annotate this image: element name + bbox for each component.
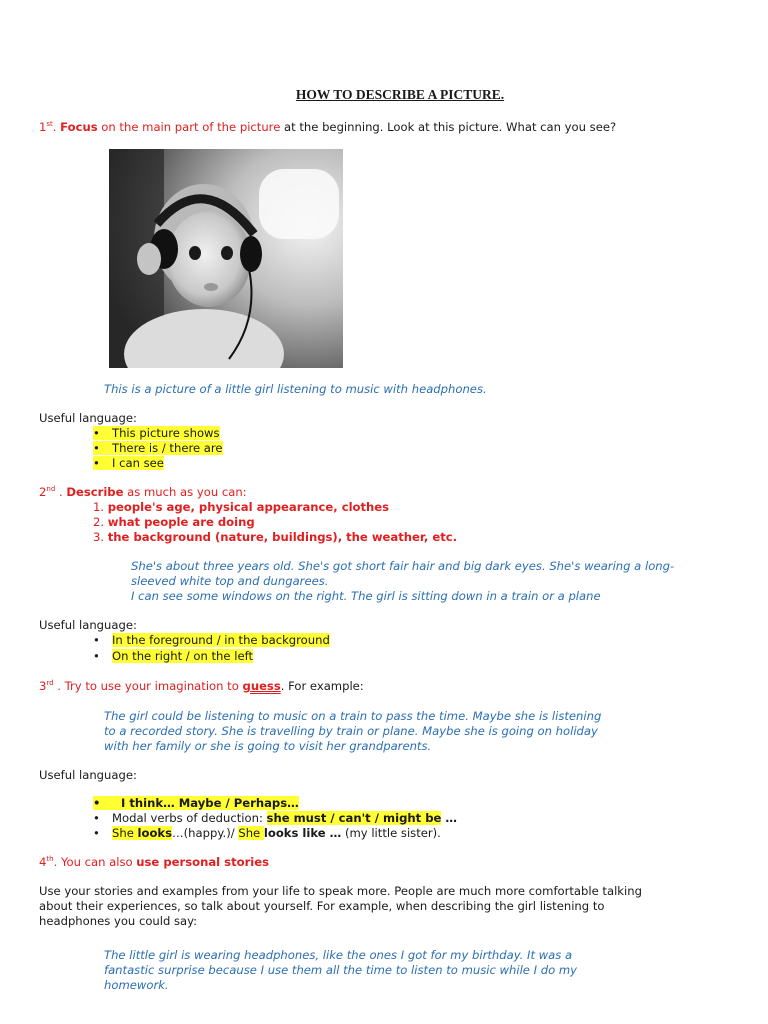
- step-4-heading: [39, 855, 269, 869]
- list-item-text: Modal verbs of deduction:: [112, 811, 267, 825]
- step-2-list: [93, 500, 457, 545]
- list-item: [93, 441, 223, 455]
- list-item: [93, 426, 220, 440]
- list-item: [93, 456, 164, 470]
- useful-language-list-3: [93, 796, 457, 841]
- step-3-ordinal: rd: [46, 679, 54, 688]
- girl-with-headphones-photo: [109, 149, 343, 368]
- useful-language-list-2: [93, 632, 330, 664]
- step-4-separator: .: [53, 855, 61, 869]
- list-item-text: what people are doing: [107, 515, 255, 529]
- example-line: homework.: [104, 977, 169, 992]
- step-4-keyword: use personal stories: [136, 855, 270, 869]
- list-item-text: [93, 796, 299, 810]
- list-number: 1.: [93, 500, 108, 514]
- list-number: 3.: [93, 530, 108, 544]
- list-item-text: …(happy.)/: [172, 826, 239, 840]
- paragraph-line: about their experiences, so talk about yourself. For example, when describing the girl listening to: [39, 898, 605, 913]
- step-1-separator: .: [52, 120, 61, 134]
- step-2-rest: as much as you can:: [123, 485, 247, 499]
- bullet-point: •: [93, 633, 100, 647]
- list-item: [93, 515, 457, 530]
- useful-language-label-3: Useful language:: [39, 768, 137, 782]
- useful-language-list-1: [93, 426, 223, 471]
- list-item-text: looks like …: [263, 826, 342, 840]
- page-title: HOW TO DESCRIBE A PICTURE.: [295, 87, 505, 102]
- list-item-text: On the right / on the left: [112, 649, 254, 663]
- list-item-text: I think… Maybe / Perhaps…: [121, 796, 299, 810]
- example-line: She's about three years old. She's got short fair hair and big dark eyes. She's wearing a long-: [131, 559, 675, 573]
- list-item-text: …: [441, 811, 458, 825]
- step-3-heading: [39, 679, 364, 693]
- list-item-highlight: She: [238, 826, 264, 840]
- list-item: [93, 796, 457, 811]
- step-3-rest: . For example:: [280, 679, 364, 693]
- list-item-text: In the foreground / in the background: [112, 633, 330, 647]
- bullet-point: •: [93, 811, 100, 825]
- list-item: [93, 530, 457, 545]
- useful-language-label-2: Useful language:: [39, 618, 137, 632]
- list-item-text: people's age, physical appearance, clothes: [107, 500, 390, 514]
- example-2-text: [131, 559, 674, 603]
- step-4-paragraph: [39, 884, 642, 928]
- step-3-number: 3: [39, 679, 47, 693]
- bullet-point: •: [93, 441, 100, 455]
- bullet-point: •: [93, 649, 100, 663]
- step-3-separator: .: [53, 679, 65, 693]
- example-line: The girl could be listening to music on a train to pass the time. Maybe she is listening: [104, 709, 602, 723]
- example-line: with her family or she is going to visit her grandparents.: [104, 738, 432, 753]
- list-number: 2.: [93, 515, 108, 529]
- step-1-heading: [39, 120, 616, 134]
- list-item-text: (my little sister).: [341, 826, 441, 840]
- example-line: The little girl is wearing headphones, like the ones I got for my birthday. It was a: [104, 948, 573, 962]
- paragraph-line: headphones you could say:: [39, 913, 198, 928]
- step-3-keyword: guess: [242, 679, 281, 693]
- example-3-text: [104, 709, 601, 753]
- list-item: [93, 826, 457, 841]
- step-1-rest: at the beginning. Look at this picture. What can you see?: [280, 120, 617, 134]
- step-1-keyword: Focus: [60, 120, 98, 134]
- list-item: [93, 811, 457, 826]
- step-1-number: 1: [39, 120, 47, 134]
- bullet-point: •: [93, 826, 100, 840]
- list-item-text: the background (nature, buildings), the weather, etc.: [107, 530, 458, 544]
- example-4-text: [104, 948, 577, 992]
- list-item-highlight: looks: [137, 826, 173, 840]
- example-line: sleeved white top and dungarees.: [131, 573, 329, 588]
- example-line: fantastic surprise because I use them all the time to listen to music while I do my: [104, 962, 578, 977]
- list-item: [93, 500, 457, 515]
- step-3-text: Try to use your imagination to: [64, 679, 243, 693]
- step-2-heading: [39, 485, 247, 499]
- list-item-highlight: she must / can't / might be: [266, 811, 442, 825]
- step-4-ordinal: th: [46, 855, 54, 864]
- list-item-text: This picture shows: [112, 426, 220, 440]
- step-2-separator: .: [55, 485, 67, 499]
- list-item-highlight: She: [112, 826, 138, 840]
- step-4-number: 4: [39, 855, 47, 869]
- list-item-text: There is / there are: [112, 441, 223, 455]
- example-line: I can see some windows on the right. The girl is sitting down in a train or a plane: [131, 588, 601, 603]
- step-2-ordinal: nd: [46, 485, 56, 494]
- step-4-text: You can also: [60, 855, 137, 869]
- step-1-ordinal: st: [46, 120, 53, 129]
- bullet-point: •: [93, 796, 101, 810]
- bullet-point: •: [93, 456, 100, 470]
- step-2-number: 2: [39, 485, 47, 499]
- useful-language-label-1: Useful language:: [39, 411, 137, 425]
- picture-caption: This is a picture of a little girl listening to music with headphones.: [104, 382, 487, 396]
- step-1-red-text: on the main part of the picture: [97, 120, 281, 134]
- step-2-keyword: Describe: [66, 485, 124, 499]
- list-item-text: I can see: [112, 456, 164, 470]
- paragraph-line: Use your stories and examples from your life to speak more. People are much more comfortable talking: [39, 884, 642, 898]
- example-line: to a recorded story. She is travelling by train or plane. Maybe she is going on holiday: [104, 723, 598, 738]
- bullet-point: •: [93, 426, 100, 440]
